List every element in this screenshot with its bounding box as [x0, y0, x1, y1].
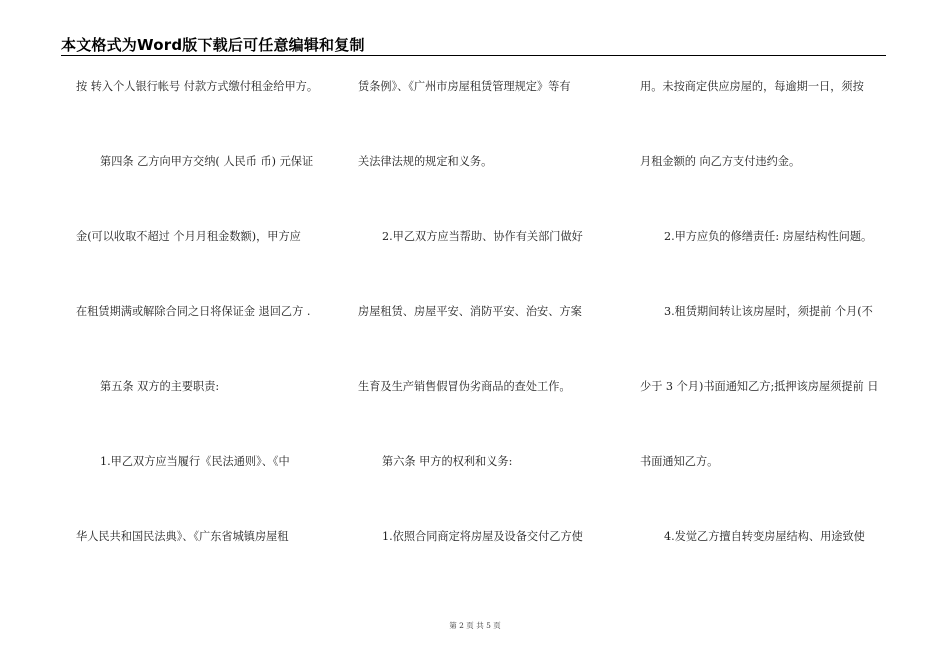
document-header-title: 本文格式为Word版下载后可任意编辑和复制	[61, 36, 365, 54]
text-line: 房屋租赁、房屋平安、消防平安、治安、方案	[358, 305, 582, 318]
text-column-3	[640, 79, 900, 604]
text-line: 在租赁期满或解除合同之日将保证金 退回乙方 .	[76, 305, 311, 318]
text-line: 生育及生产销售假冒伪劣商品的查处工作。	[358, 380, 571, 393]
text-column-1	[76, 79, 336, 604]
text-line: 1.依照合同商定将房屋及设备交付乙方使	[382, 530, 583, 543]
text-line: 第四条 乙方向甲方交纳( 人民币 币) 元保证	[100, 155, 314, 168]
text-line: 2.甲乙双方应当帮助、协作有关部门做好	[382, 230, 583, 243]
header-divider	[61, 55, 886, 56]
text-line: 按 转入个人银行帐号 付款方式缴付租金给甲方。	[76, 80, 319, 93]
text-line: 华人民共和国民法典》、《广东省城镇房屋租	[76, 530, 289, 543]
text-line: 1.甲乙双方应当履行《民法通则》、《中	[100, 455, 290, 468]
text-line: 用。未按商定供应房屋的，每逾期一日，须按	[640, 80, 864, 93]
text-line: 少于 3 个月)书面通知乙方;抵押该房屋须提前 日	[640, 380, 879, 393]
text-line: 3.租赁期间转让该房屋时，须提前 个月(不	[664, 305, 873, 318]
text-line: 4.发觉乙方擅自转变房屋结构、用途致使	[664, 530, 865, 543]
text-line: 第六条 甲方的权利和义务:	[382, 455, 513, 468]
text-line: 赁条例》、《广州市房屋租赁管理规定》等有	[358, 80, 571, 93]
text-line: 金(可以收取不超过 个月月租金数额)，甲方应	[76, 230, 301, 243]
text-column-2	[358, 79, 618, 604]
text-line: 第五条 双方的主要职责:	[100, 380, 220, 393]
text-line: 月租金额的 向乙方支付违约金。	[640, 155, 801, 168]
text-line: 关法律法规的规定和义务。	[358, 155, 493, 168]
page-number-footer: 第 2 页 共 5 页	[449, 621, 501, 630]
text-line: 书面通知乙方。	[640, 455, 719, 468]
text-line: 2.甲方应负的修缮责任: 房屋结构性问题。	[664, 230, 873, 243]
